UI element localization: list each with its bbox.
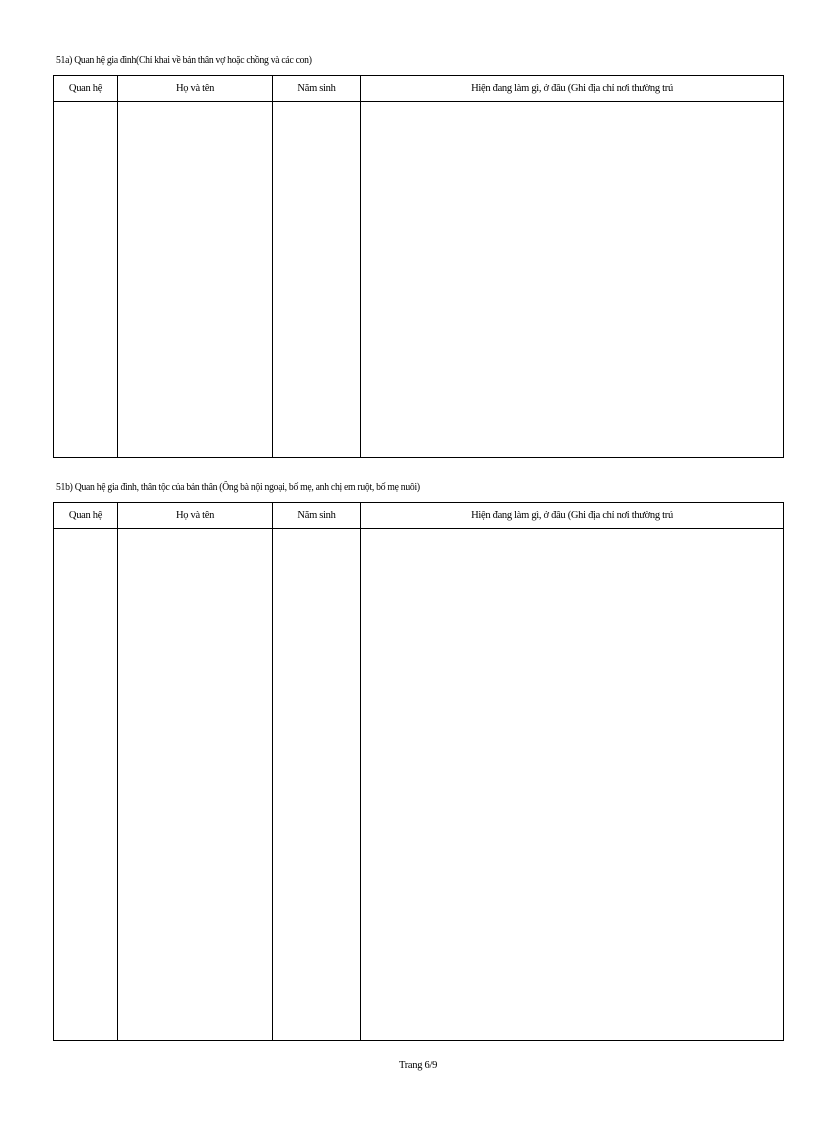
header-full-name: Họ và tên <box>118 76 273 102</box>
header-full-name: Họ và tên <box>118 503 273 529</box>
family-table-b <box>53 502 784 1041</box>
current-activity-cell[interactable] <box>361 102 784 458</box>
header-birth-year: Năm sinh <box>273 503 361 529</box>
header-relation: Quan hệ <box>54 76 118 102</box>
birth-year-cell[interactable] <box>273 102 361 458</box>
full-name-cell[interactable] <box>118 102 273 458</box>
birth-year-cell[interactable] <box>273 529 361 1041</box>
table-row <box>54 529 784 1041</box>
header-current-activity: Hiện đang làm gì, ở đâu (Ghi địa chỉ nơi thường trú <box>361 76 784 102</box>
family-table-a <box>53 75 784 458</box>
relation-cell[interactable] <box>54 529 118 1041</box>
page-number: Trang 6/9 <box>398 1060 438 1071</box>
header-current-activity: Hiện đang làm gì, ở đâu (Ghi địa chỉ nơi thường trú <box>361 503 784 529</box>
relation-cell[interactable] <box>54 102 118 458</box>
table-header-row <box>54 503 784 529</box>
table-row <box>54 102 784 458</box>
full-name-cell[interactable] <box>118 529 273 1041</box>
section-b-title: 51b) Quan hệ gia đình, thân tộc của bản thân (Ông bà nội ngoại, bố mẹ, anh chị em ruột, bố mẹ nuôi) <box>56 482 420 493</box>
table-header-row <box>54 76 784 102</box>
section-a-title: 51a) Quan hệ gia đình(Chỉ khai về bản thân vợ hoặc chồng và các con) <box>56 55 312 66</box>
header-birth-year: Năm sinh <box>273 76 361 102</box>
header-relation: Quan hệ <box>54 503 118 529</box>
current-activity-cell[interactable] <box>361 529 784 1041</box>
